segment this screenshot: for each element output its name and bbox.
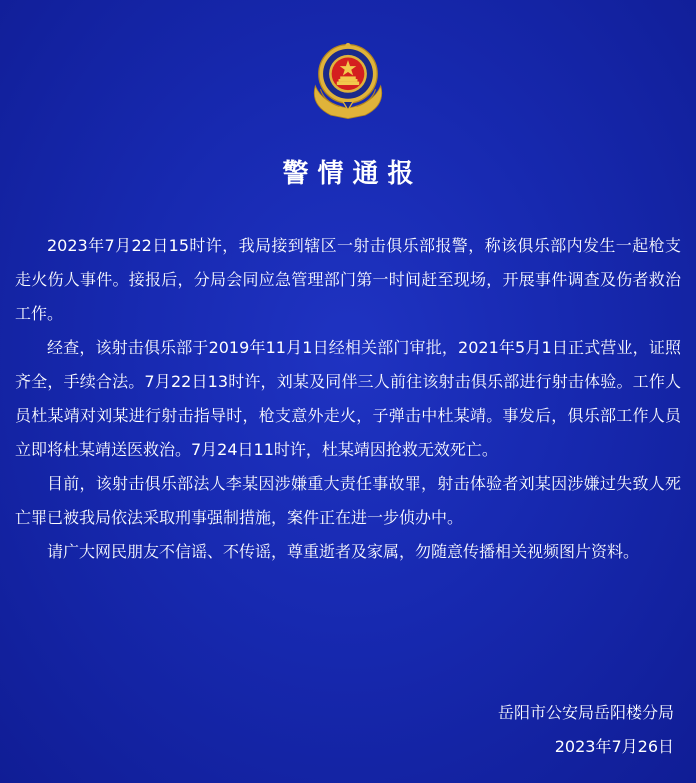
issue-date: 2023年7月26日 — [554, 737, 674, 756]
notice-paragraph: 经查，该射击俱乐部于2019年11月1日经相关部门审批，2021年5月1日正式营业，证照齐全，手续合法。7月22日13时许，刘某及同伴三人前往该射击俱乐部进行射击体验。工作人员杜某靖对刘某进行射击指导时，枪支意外走火，子弹击中杜某靖。事发后，俱乐部工作人员立即将杜某靖送医救治。7月24日11时许，杜某靖因抢救无效死亡。 — [15, 338, 681, 459]
notice-title: 警情通报 — [282, 159, 423, 189]
notice-paragraph: 目前，该射击俱乐部法人李某因涉嫌重大责任事故罪，射击体验者刘某因涉嫌过失致人死亡罪已被我局依法采取刑事强制措施，案件正在进一步侦办中。 — [15, 474, 681, 527]
issuer-name: 岳阳市公安局岳阳楼分局 — [497, 703, 674, 722]
notice-body — [15, 229, 681, 569]
notice-paragraph: 请广大网民朋友不信谣、不传谣，尊重逝者及家属，勿随意传播相关视频图片资料。 — [47, 542, 640, 561]
signature-block — [498, 696, 674, 764]
police-emblem-icon — [305, 36, 391, 122]
notice-paragraph: 2023年7月22日15时许，我局接到辖区一射击俱乐部报警，称该俱乐部内发生一起枪支走火伤人事件。接报后，分局会同应急管理部门第一时间赶至现场，开展事件调查及伤者救治工作。 — [15, 236, 681, 323]
